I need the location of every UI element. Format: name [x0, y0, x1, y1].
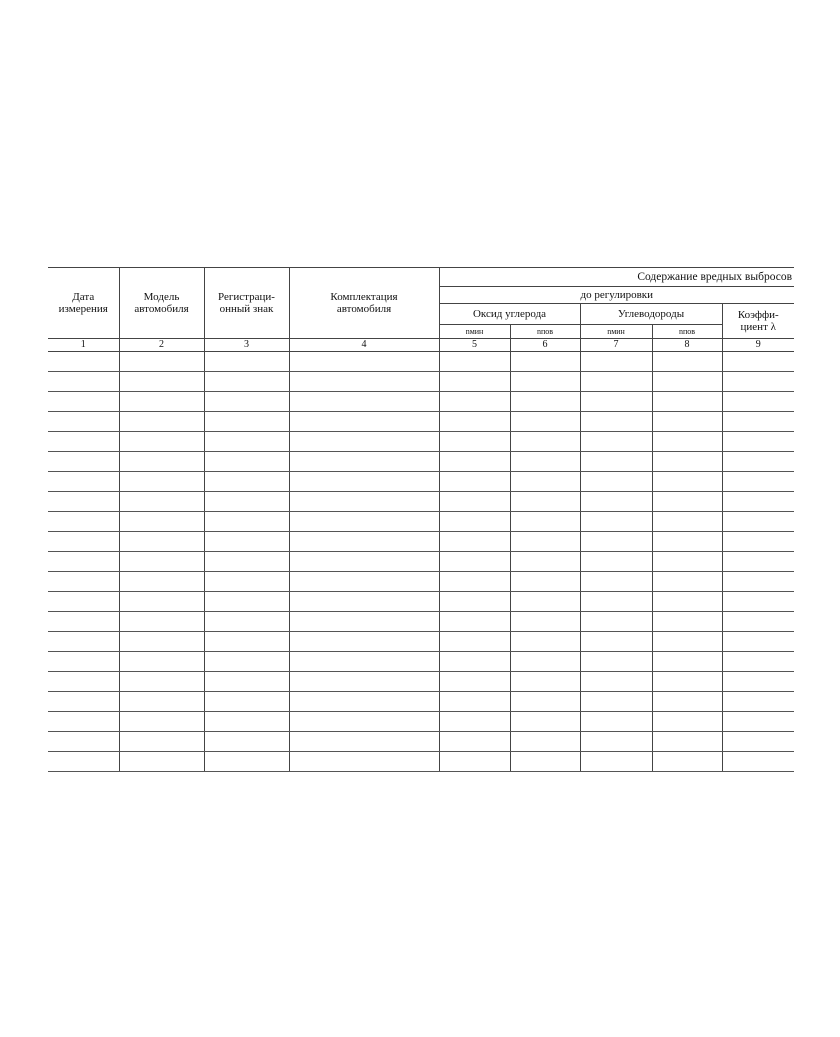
table-cell	[439, 652, 510, 672]
table-cell	[510, 392, 580, 412]
table-cell	[48, 712, 119, 732]
table-row	[48, 492, 794, 512]
table-cell	[204, 672, 289, 692]
table-row	[48, 692, 794, 712]
header-co-n-min: nмин	[439, 325, 510, 339]
header-hydrocarbons: Углеводороды	[580, 304, 722, 325]
table-cell	[204, 692, 289, 712]
table-cell	[48, 372, 119, 392]
table-row	[48, 612, 794, 632]
table-cell	[439, 632, 510, 652]
table-cell	[722, 432, 794, 452]
header-hc-n-min: nмин	[580, 325, 652, 339]
column-number: 7	[580, 339, 652, 352]
table-cell	[204, 612, 289, 632]
table-cell	[119, 692, 204, 712]
table-cell	[204, 432, 289, 452]
table-cell	[439, 392, 510, 412]
table-cell	[580, 552, 652, 572]
table-cell	[48, 732, 119, 752]
table-cell	[439, 552, 510, 572]
table-cell	[652, 492, 722, 512]
table-cell	[119, 492, 204, 512]
table-row	[48, 712, 794, 732]
table-cell	[652, 432, 722, 452]
table-cell	[652, 372, 722, 392]
table-cell	[48, 472, 119, 492]
table-cell	[119, 572, 204, 592]
table-cell	[580, 752, 652, 772]
table-cell	[580, 732, 652, 752]
column-number: 8	[652, 339, 722, 352]
header-hc-n-pov: nпов	[652, 325, 722, 339]
table-cell	[119, 732, 204, 752]
table-cell	[510, 452, 580, 472]
table-cell	[289, 352, 439, 372]
table-cell	[289, 692, 439, 712]
table-cell	[119, 532, 204, 552]
table-cell	[722, 652, 794, 672]
table-cell	[439, 352, 510, 372]
table-row	[48, 652, 794, 672]
table-cell	[580, 572, 652, 592]
table-cell	[119, 352, 204, 372]
table-cell	[48, 492, 119, 512]
column-number: 5	[439, 339, 510, 352]
table-cell	[289, 552, 439, 572]
table-cell	[439, 752, 510, 772]
table-cell	[439, 412, 510, 432]
table-cell	[204, 632, 289, 652]
table-cell	[580, 492, 652, 512]
table-cell	[204, 352, 289, 372]
table-cell	[722, 672, 794, 692]
table-cell	[580, 532, 652, 552]
table-cell	[48, 412, 119, 432]
table-cell	[439, 692, 510, 712]
table-row	[48, 672, 794, 692]
table-row	[48, 632, 794, 652]
table-cell	[289, 632, 439, 652]
table-row	[48, 352, 794, 372]
table-cell	[510, 612, 580, 632]
header-date: Дата измерения	[48, 268, 119, 339]
table-cell	[289, 732, 439, 752]
table-cell	[439, 432, 510, 452]
table-cell	[510, 352, 580, 372]
table-cell	[722, 552, 794, 572]
table-cell	[652, 472, 722, 492]
table-cell	[204, 372, 289, 392]
table-cell	[439, 592, 510, 612]
table-cell	[722, 632, 794, 652]
header-lambda: Коэффи- циент λ	[737, 309, 779, 333]
table-cell	[204, 412, 289, 432]
table-cell	[510, 672, 580, 692]
table-cell	[580, 432, 652, 452]
table-cell	[652, 592, 722, 612]
table-cell	[439, 452, 510, 472]
table-cell	[510, 692, 580, 712]
table-cell	[289, 392, 439, 412]
table-cell	[204, 512, 289, 532]
table-row	[48, 512, 794, 532]
column-number: 1	[48, 339, 119, 352]
table-cell	[652, 752, 722, 772]
table-cell	[48, 432, 119, 452]
table-cell	[722, 752, 794, 772]
table-cell	[48, 652, 119, 672]
table-cell	[48, 352, 119, 372]
table-cell	[48, 572, 119, 592]
table-cell	[439, 672, 510, 692]
table-cell	[119, 712, 204, 732]
table-cell	[580, 372, 652, 392]
table-cell	[439, 512, 510, 532]
table-cell	[722, 712, 794, 732]
table-cell	[48, 592, 119, 612]
table-cell	[289, 432, 439, 452]
table-cell	[289, 492, 439, 512]
table-cell	[652, 572, 722, 592]
table-cell	[48, 692, 119, 712]
table-cell	[204, 712, 289, 732]
table-cell	[652, 632, 722, 652]
table-row	[48, 552, 794, 572]
header-model: Модель автомобиля	[119, 268, 204, 339]
column-number: 9	[722, 339, 794, 352]
table-cell	[119, 512, 204, 532]
table-cell	[652, 532, 722, 552]
table-cell	[48, 672, 119, 692]
table-cell	[289, 532, 439, 552]
table-cell	[580, 592, 652, 612]
table-cell	[289, 452, 439, 472]
column-number: 2	[119, 339, 204, 352]
table-row	[48, 432, 794, 452]
table-cell	[119, 612, 204, 632]
table-cell	[289, 612, 439, 632]
table-cell	[722, 532, 794, 552]
table-cell	[580, 352, 652, 372]
table-cell	[510, 732, 580, 752]
table-cell	[652, 652, 722, 672]
table-cell	[722, 472, 794, 492]
table-cell	[652, 512, 722, 532]
table-row	[48, 452, 794, 472]
table-cell	[119, 372, 204, 392]
table-cell	[204, 492, 289, 512]
table-cell	[119, 592, 204, 612]
table-cell	[48, 512, 119, 532]
table-cell	[722, 392, 794, 412]
table-cell	[722, 592, 794, 612]
table-cell	[580, 672, 652, 692]
header-carbon-monoxide: Оксид углерода	[439, 304, 580, 325]
table-cell	[119, 472, 204, 492]
table-cell	[204, 552, 289, 572]
column-number: 6	[510, 339, 580, 352]
table-cell	[652, 732, 722, 752]
table-cell	[580, 412, 652, 432]
table-cell	[510, 532, 580, 552]
table-cell	[652, 412, 722, 432]
table-cell	[722, 352, 794, 372]
table-cell	[439, 372, 510, 392]
table-cell	[510, 632, 580, 652]
table-cell	[439, 712, 510, 732]
emissions-form-table	[48, 267, 794, 772]
table-cell	[289, 412, 439, 432]
table-cell	[289, 512, 439, 532]
table-cell	[48, 552, 119, 572]
table-cell	[119, 752, 204, 772]
table-cell	[510, 552, 580, 572]
table-cell	[722, 692, 794, 712]
table-cell	[510, 712, 580, 732]
table-cell	[510, 372, 580, 392]
table-cell	[722, 412, 794, 432]
header-registration: Регистраци- онный знак	[204, 268, 289, 339]
table-cell	[119, 672, 204, 692]
table-cell	[204, 392, 289, 412]
table-cell	[119, 652, 204, 672]
table-cell	[722, 492, 794, 512]
table-cell	[652, 672, 722, 692]
table-row	[48, 392, 794, 412]
table-cell	[510, 572, 580, 592]
table-cell	[510, 652, 580, 672]
table-cell	[204, 572, 289, 592]
table-row	[48, 532, 794, 552]
table-cell	[48, 612, 119, 632]
table-cell	[580, 612, 652, 632]
table-cell	[289, 592, 439, 612]
header-before-adjustment: до регулировки	[439, 287, 794, 304]
table-cell	[48, 392, 119, 412]
table-cell	[119, 632, 204, 652]
table-cell	[439, 492, 510, 512]
table-cell	[289, 652, 439, 672]
table-cell	[652, 712, 722, 732]
table-cell	[119, 432, 204, 452]
table-cell	[580, 472, 652, 492]
table-cell	[48, 532, 119, 552]
table-cell	[652, 692, 722, 712]
table-cell	[722, 732, 794, 752]
table-cell	[510, 432, 580, 452]
table-row	[48, 412, 794, 432]
table-cell	[580, 632, 652, 652]
table-cell	[580, 692, 652, 712]
table-cell	[439, 472, 510, 492]
table-cell	[510, 472, 580, 492]
header-equipment: Комплектация автомобиля	[289, 268, 439, 339]
table-cell	[580, 512, 652, 532]
table-cell	[580, 712, 652, 732]
table-cell	[289, 372, 439, 392]
table-cell	[652, 392, 722, 412]
table-cell	[119, 552, 204, 572]
table-cell	[580, 392, 652, 412]
table-row	[48, 732, 794, 752]
table-cell	[439, 612, 510, 632]
table-cell	[722, 512, 794, 532]
table-cell	[48, 752, 119, 772]
column-number-row	[48, 339, 794, 352]
table-cell	[439, 572, 510, 592]
table-cell	[439, 532, 510, 552]
table-cell	[119, 452, 204, 472]
table-cell	[722, 612, 794, 632]
table-cell	[289, 572, 439, 592]
table-row	[48, 592, 794, 612]
table-cell	[48, 452, 119, 472]
table-cell	[722, 572, 794, 592]
table-cell	[204, 652, 289, 672]
table-cell	[119, 392, 204, 412]
table-cell	[48, 632, 119, 652]
table-cell	[204, 732, 289, 752]
table-cell	[289, 472, 439, 492]
header-co-n-pov: nпов	[510, 325, 580, 339]
table-cell	[204, 472, 289, 492]
table-cell	[289, 712, 439, 732]
table-cell	[510, 592, 580, 612]
table-cell	[652, 452, 722, 472]
table-cell	[510, 412, 580, 432]
table-cell	[722, 452, 794, 472]
table-cell	[510, 752, 580, 772]
table-cell	[510, 512, 580, 532]
table-cell	[652, 612, 722, 632]
table-cell	[580, 452, 652, 472]
table-cell	[652, 352, 722, 372]
header-emissions: Содержание вредных выбросов	[439, 268, 794, 287]
table-cell	[204, 752, 289, 772]
table-cell	[119, 412, 204, 432]
table-row	[48, 372, 794, 392]
column-number: 4	[289, 339, 439, 352]
table-cell	[204, 532, 289, 552]
table-cell	[652, 552, 722, 572]
table-cell	[289, 752, 439, 772]
table-cell	[580, 652, 652, 672]
table-cell	[289, 672, 439, 692]
table-row	[48, 752, 794, 772]
table-cell	[204, 592, 289, 612]
column-number: 3	[204, 339, 289, 352]
table-row	[48, 472, 794, 492]
table-cell	[439, 732, 510, 752]
table-cell	[510, 492, 580, 512]
table-cell	[722, 372, 794, 392]
table-row	[48, 572, 794, 592]
table-cell	[204, 452, 289, 472]
